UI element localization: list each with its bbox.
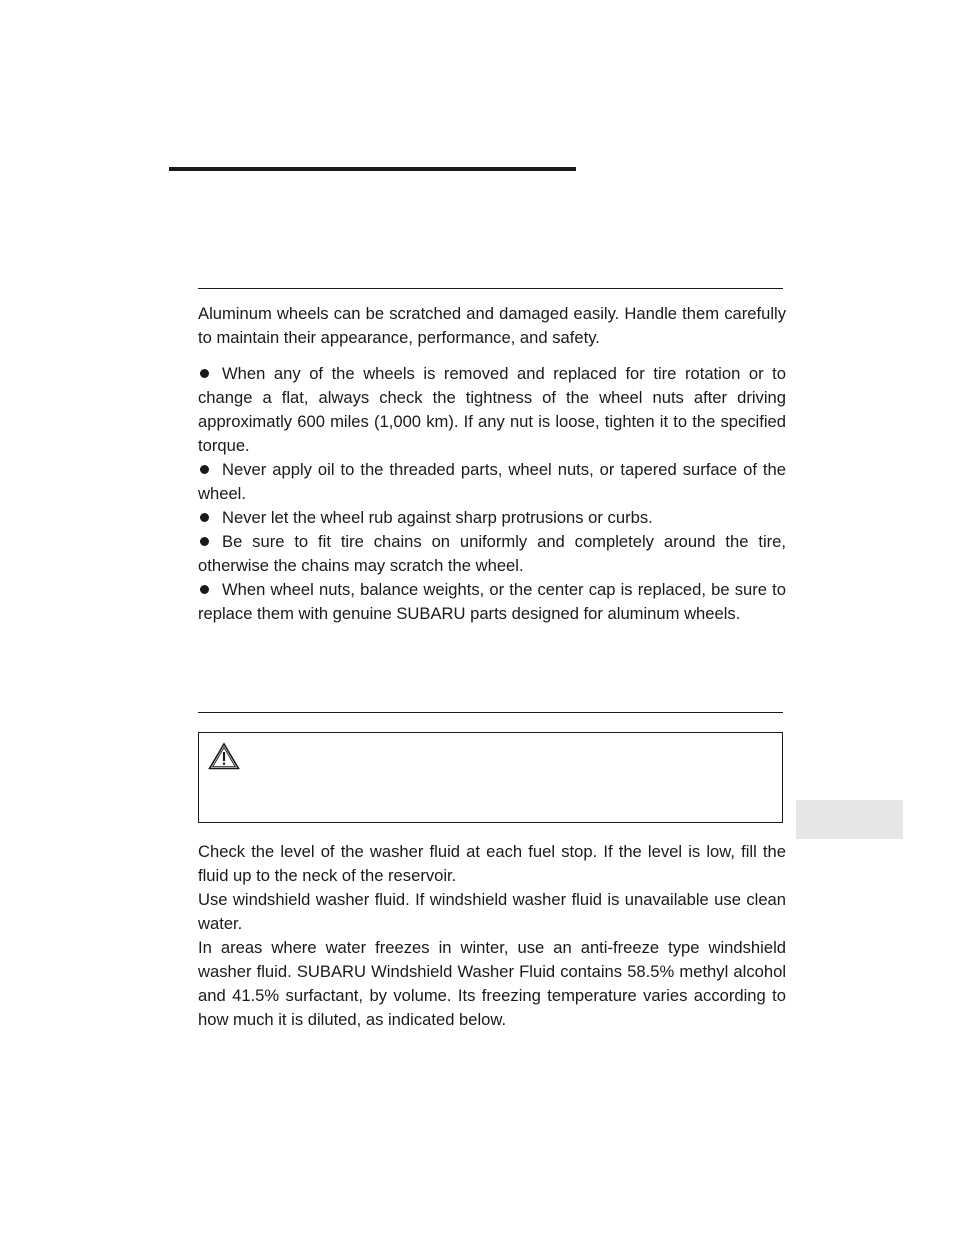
warning-triangle-icon: [208, 742, 240, 770]
aluminum-wheels-intro: Aluminum wheels can be scratched and damaged easily. Handle them carefully to maintain their appearance, performance, and safety.: [198, 304, 786, 347]
bullet-icon: [200, 537, 209, 546]
list-item: Never apply oil to the threaded parts, wheel nuts, or tapered surface of the wheel.: [198, 460, 786, 503]
washer-fluid-paragraph: In areas where water freezes in winter, use an anti-freeze type windshield washer fluid. SUBARU Windshield Washer Fluid contains 58.5% methyl alcohol and 41.5% surfactant, by volume. Its freezing temperature varies according to how much it is diluted, as indicated below.: [198, 938, 786, 1029]
list-item: When wheel nuts, balance weights, or the center cap is replaced, be sure to replace them with genuine SUBARU parts designed for aluminum wheels.: [198, 580, 786, 623]
list-item: Never let the wheel rub against sharp protrusions or curbs.: [198, 506, 786, 530]
bullet-icon: [200, 585, 209, 594]
washer-fluid-paragraph: Use windshield washer fluid. If windshield washer fluid is unavailable use clean water.: [198, 890, 786, 933]
chapter-title-rule: [169, 167, 576, 171]
bullet-icon: [200, 465, 209, 474]
aluminum-wheels-section-rule: [198, 288, 783, 289]
chapter-side-tab: [796, 800, 903, 839]
washer-fluid-paragraph: Check the level of the washer fluid at each fuel stop. If the level is low, fill the fluid up to the neck of the reservoir.: [198, 842, 786, 885]
bullet-icon: [200, 369, 209, 378]
washer-fluid-section-rule: [198, 712, 783, 713]
washer-fluid-text: [198, 840, 786, 1032]
list-item: When any of the wheels is removed and replaced for tire rotation or to change a flat, always check the tightness of the wheel nuts after driving approximatly 600 miles (1,000 km). If any nut is loose, tighten it to the specified torque.: [198, 364, 786, 455]
bullet-icon: [200, 513, 209, 522]
list-item: Be sure to fit tire chains on uniformly and completely around the tire, otherwise the chains may scratch the wheel.: [198, 532, 786, 575]
aluminum-wheels-bullet-list: [198, 362, 786, 626]
warning-box: [198, 732, 783, 823]
